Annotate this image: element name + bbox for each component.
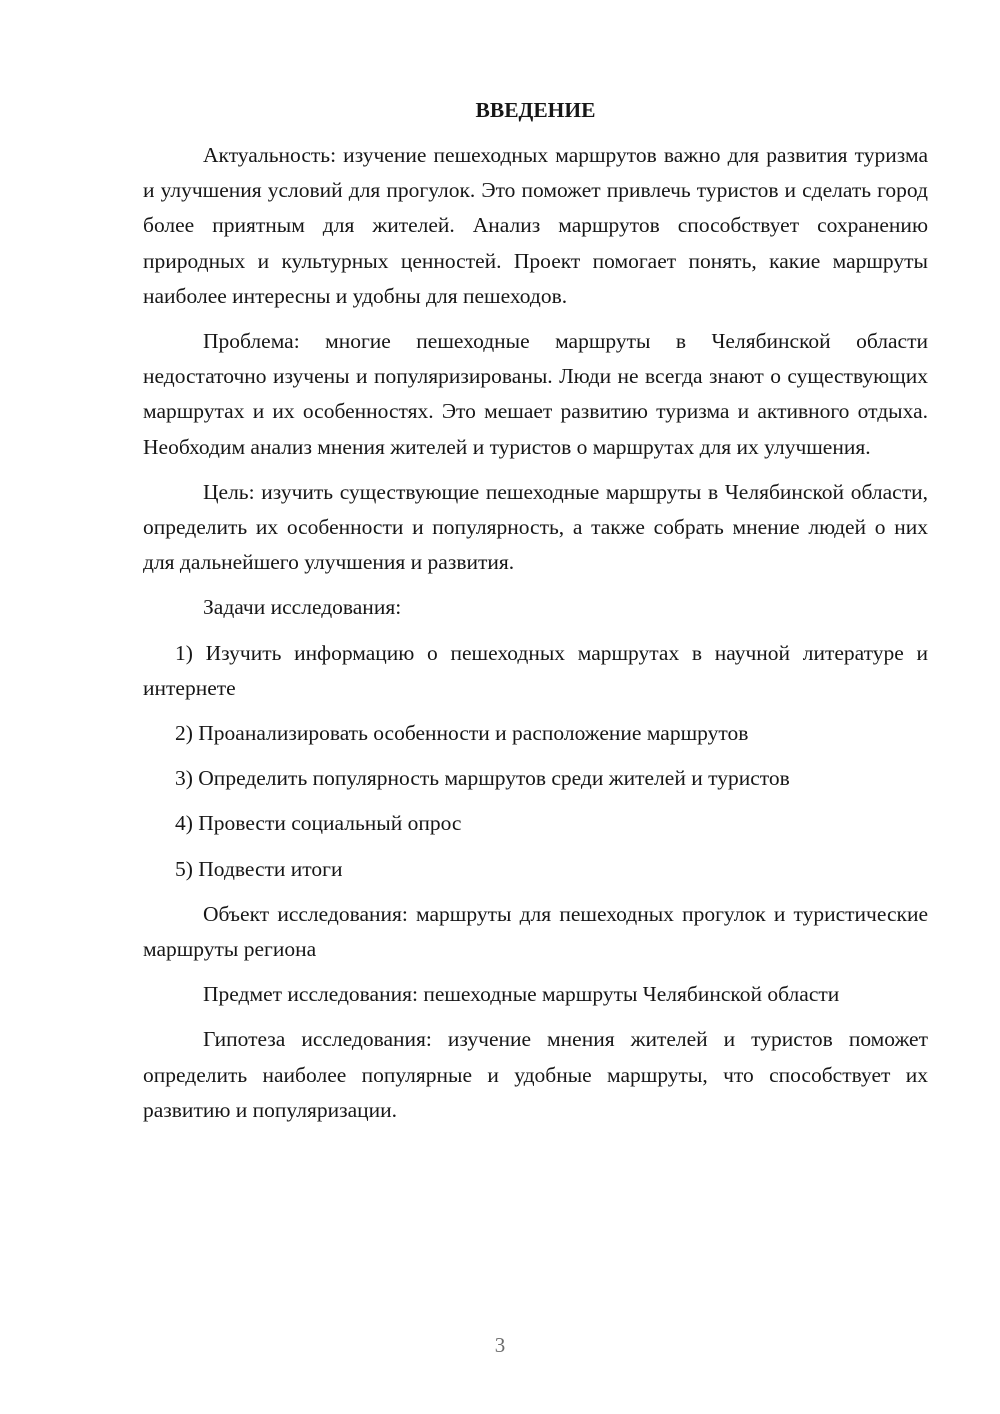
problem-paragraph: Проблема: многие пешеходные маршруты в Челябинской области недостаточно изучены и популяризированы. Люди не всегда знают о существующих маршрутах и их особенностях. Это мешает развитию туризма и активного отдыха. Необходим анализ мнения жителей и туристов о маршрутах для их улучшения.: [143, 329, 928, 459]
task-item-4: 4) Провести социальный опрос: [175, 811, 462, 836]
document-page: [143, 92, 928, 1138]
section-heading: ВВЕДЕНИЕ: [475, 98, 596, 122]
task-item-5: 5) Подвести итоги: [175, 856, 343, 881]
task-item-2: 2) Проанализировать особенности и расположение маршрутов: [175, 721, 749, 746]
hypothesis-paragraph: Гипотеза исследования: изучение мнения жителей и туристов поможет определить наиболее популярные и удобные маршруты, что способствует их развитию и популяризации.: [143, 1027, 928, 1122]
object-paragraph: Объект исследования: маршруты для пешеходных прогулок и туристические маршруты региона: [143, 901, 928, 962]
subject-paragraph: Предмет исследования: пешеходные маршруты Челябинской области: [203, 982, 840, 1007]
goal-paragraph: Цель: изучить существующие пешеходные маршруты в Челябинской области, определить их особенности и популярность, а также собрать мнение людей о них для дальнейшего улучшения и развития.: [143, 479, 928, 575]
task-item-1: 1) Изучить информацию о пешеходных маршрутах в научной литературе и интернете: [143, 640, 928, 700]
relevance-paragraph: Актуальность: изучение пешеходных маршрутов важно для развития туризма и улучшения условий для прогулок. Это поможет привлечь туристов и сделать город более приятным для жителей. Анализ маршрутов способствует сохранению природных и культурных ценностей. Проект помогает понять, какие маршруты наиболее интересны и удобны для пешеходов.: [143, 143, 928, 308]
task-item-3: 3) Определить популярность маршрутов среди жителей и туристов: [175, 766, 790, 791]
page-number: 3: [494, 1333, 506, 1357]
tasks-title: Задачи исследования:: [203, 595, 402, 620]
